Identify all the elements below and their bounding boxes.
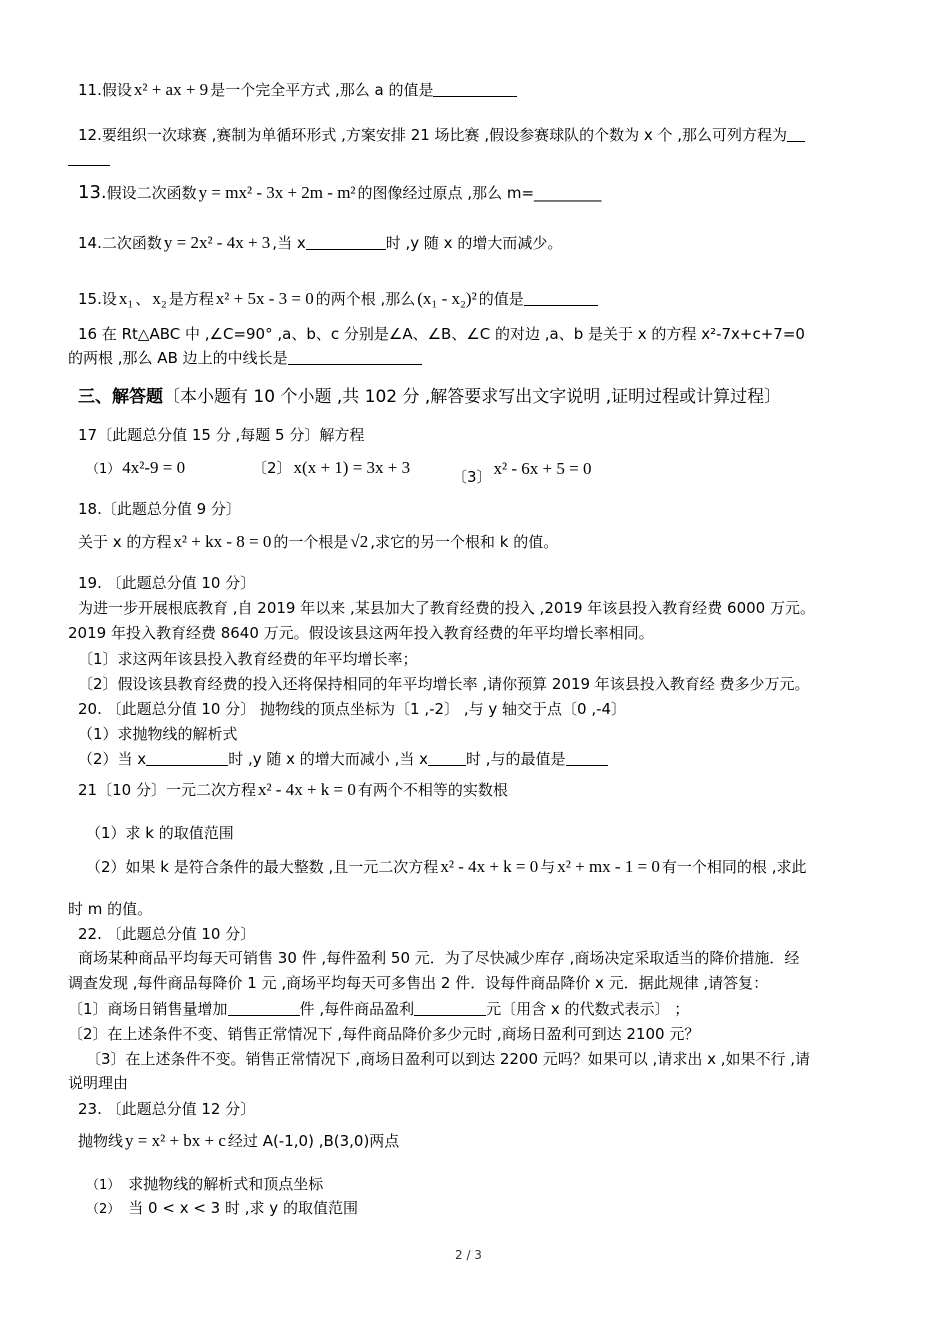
q17-part-1-label: （1） (86, 462, 121, 477)
q21-prefix: 21〔10 分〕一元二次方程 (78, 781, 256, 799)
q22-part-1-b: 件 ,每件商品盈利 (299, 1000, 415, 1018)
q23-text: 经过 A(-1,0) ,B(3,0)两点 (227, 1132, 400, 1150)
question-19-heading (78, 572, 255, 594)
q22-blank-2 (414, 1001, 486, 1016)
q22-heading-text: 22. 〔此题总分值 10 分〕 (78, 925, 256, 943)
q17-part-3-formula: x² - 6x + 5 = 0 (493, 459, 592, 478)
q15-prefix: 15.设 (78, 290, 117, 308)
q19-line-2 (68, 622, 654, 644)
q14-prefix: 14.二次函数 (78, 234, 162, 252)
question-22-heading (78, 923, 255, 945)
q18-root: √2 (350, 532, 369, 551)
q17-part-2-label: 〔2〕 (252, 459, 292, 477)
q20-heading-text: 20. 〔此题总分值 10 分〕 抛物线的顶点坐标为〔1 ,-2〕 ,与 y 轴交于点〔0 ,-4〕 (78, 700, 627, 718)
question-18 (78, 531, 558, 553)
q16-answer-blank (288, 350, 422, 365)
q14-text: 时 ,y 随 x 的增大而减少。 (385, 234, 563, 252)
question-11 (78, 79, 517, 101)
q21-part-2 (86, 856, 806, 878)
question-12 (78, 124, 805, 146)
q18-mid: 的一个根是 (273, 533, 349, 551)
question-23 (78, 1130, 399, 1152)
question-18-heading (78, 498, 241, 520)
q17-part-1 (86, 457, 187, 481)
page-number: 2 / 3 (455, 1248, 482, 1262)
section-3-heading (78, 386, 781, 408)
q15-mid2: 的两个根 ,那么 (315, 290, 416, 308)
section-3-title: 三、解答题 (78, 387, 163, 407)
q17-part-3 (452, 459, 593, 488)
q14-formula: y = 2x² - 4x + 3 (163, 233, 271, 252)
question-21 (78, 779, 508, 801)
q13-prefix: 假设二次函数 (106, 184, 197, 202)
q17-part-3-label: 〔3〕 (452, 468, 492, 486)
q19-line-2-text: 2019 年投入教育经费 8640 万元。假设该县这两年投入教育经费的年平均增长率相同。 (68, 624, 654, 642)
q23-part-1-label: （1） (86, 1178, 121, 1193)
q21-part-1-text: （1）求 k 的取值范围 (86, 824, 234, 842)
q20-blank-3 (566, 751, 608, 766)
q20-part-2 (78, 748, 608, 770)
q16-text-line2: 的两根 ,那么 AB 边上的中线长是 (68, 349, 288, 367)
q17-part-2 (252, 457, 412, 479)
question-15 (78, 288, 598, 310)
q22-part-1-a: 〔1〕商场日销售量增加 (68, 1000, 228, 1018)
q14-answer-blank (306, 235, 386, 250)
q20-blank-1 (146, 751, 228, 766)
q16-text-line1: 16 在 Rt△ABC 中 ,∠C=90° ,a、b、c 分别是∠A、∠B、∠C 的对边 ,a、b 是关于 x 的方程 x²-7x+c+7=0 (78, 325, 805, 343)
q22-blank-1 (228, 1001, 300, 1016)
q21-formula-b: x² + mx - 1 = 0 (557, 857, 660, 876)
q19-part-1 (78, 648, 418, 670)
q12-answer-blank-start (787, 127, 805, 142)
question-16-continued (68, 347, 422, 369)
section-3-description: 〔本小题有 10 个小题 ,共 102 分 ,解答要求写出文字说明 ,证明过程或计算过程〕 (163, 387, 782, 407)
q15-formula-2: (x₁ - x₂)² (417, 289, 477, 308)
q22-part-3-text: 〔3〕在上述条件不变。销售正常情况下 ,商场日盈利可以到达 2200 元吗？如果可以 ,请求出 x ,如果不行 ,请 (86, 1050, 811, 1068)
q22-part-1-c: 元〔用含 x 的代数式表示〕 ； (486, 1000, 690, 1018)
q22-part-3 (86, 1048, 810, 1070)
q17-part-1-formula: 4x²-9 = 0 (122, 458, 186, 477)
q14-mid: ,当 x (272, 234, 306, 252)
q11-formula: x² + ax + 9 (133, 80, 209, 99)
q15-x1: x₁ (118, 289, 134, 308)
q17-part-2-formula: x(x + 1) = 3x + 3 (293, 458, 411, 477)
q23-part-1-text: 求抛物线的解析式和顶点坐标 (128, 1175, 324, 1193)
q22-line-1-text: 商场某种商品平均每天可销售 30 件 ,每件盈利 50 元．为了尽快减少库存 ,商场决定采取适当的降价措施．经 (78, 949, 800, 967)
q22-part-2 (68, 1023, 699, 1045)
q20-part-2-a: （2）当 x (78, 750, 147, 768)
q22-part-2-text: 〔2〕在上述条件不变、销售正常情况下 ,每件商品降价多少元时 ,商场日盈利可到达 2100 元？ (68, 1025, 700, 1043)
q18-heading-text: 18.〔此题总分值 9 分〕 (78, 500, 241, 518)
q21-text: 有两个不相等的实数根 (357, 781, 508, 799)
question-14 (78, 232, 562, 254)
q18-prefix: 关于 x 的方程 (78, 533, 172, 551)
q19-line-1 (78, 597, 815, 619)
q13-number: 13. (78, 182, 107, 203)
q21-part-2-end: 时 m 的值。 (68, 900, 153, 918)
q11-prefix: 11.假设 (78, 81, 132, 99)
q15-sep: 、 (135, 290, 151, 308)
q21-part-2-b: 与 (540, 858, 556, 876)
q13-text: 的图像经过原点 ,那么 m=_________ (357, 184, 602, 202)
q20-part-1-text: （1）求抛物线的解析式 (78, 725, 238, 743)
q12-text: 12.要组织一次球赛 ,赛制为单循环形式 ,方案安排 21 场比赛 ,假设参赛球队的个数为 x 个 ,那么可列方程为 (78, 126, 788, 144)
q22-part-1 (68, 998, 689, 1020)
q22-part-3-continued (68, 1072, 128, 1094)
q12-answer-blank-end (68, 151, 110, 166)
q21-part-1 (86, 822, 234, 844)
q15-formula: x² + 5x - 3 = 0 (215, 289, 314, 308)
q23-prefix: 抛物线 (78, 1132, 124, 1150)
q20-part-2-b: 时 ,y 随 x 的增大而减小 ,当 x (228, 750, 428, 768)
q20-blank-2 (428, 751, 466, 766)
q15-text: 的值是 (478, 290, 524, 308)
q17-heading-text: 17〔此题总分值 15 分 ,每题 5 分〕解方程 (78, 426, 365, 444)
question-17-heading (78, 424, 364, 446)
q19-part-1-text: 〔1〕求这两年该县投入教育经费的年平均增长率； (78, 650, 418, 668)
q11-text: 是一个完全平方式 ,那么 a 的值是 (210, 81, 434, 99)
q21-part-2-c: 有一个相同的根 ,求此 (661, 858, 807, 876)
q20-part-1 (78, 723, 238, 745)
question-16 (78, 323, 805, 345)
question-12-continued (68, 148, 110, 170)
q19-line-1-text: 为进一步开展根底教育 ,自 2019 年以来 ,某县加大了教育经费的投入 ,2019 年该县投入教育经费 6000 万元。 (78, 599, 815, 617)
q21-formula: x² - 4x + k = 0 (257, 780, 356, 799)
q11-answer-blank (433, 82, 517, 97)
question-13 (78, 182, 602, 204)
q19-part-2 (78, 673, 810, 695)
q15-answer-blank (524, 291, 598, 306)
q19-part-2-text: 〔2〕假设该县教育经费的投入还将保持相同的年平均增长率 ,请你预算 2019 年该县投入教育经 费多少万元。 (78, 675, 810, 693)
q23-part-2-label: （2） (86, 1202, 121, 1217)
q23-heading-text: 23. 〔此题总分值 12 分〕 (78, 1100, 256, 1118)
q22-line-2-text: 调查发现 ,每件商品每降价 1 元 ,商场平均每天可多售出 2 件．设每件商品降价 x 元．据此规律 ,请答复： (68, 974, 769, 992)
q18-formula: x² + kx - 8 = 0 (173, 532, 272, 551)
q22-line-1 (78, 947, 799, 969)
q22-part-3-end: 说明理由 (68, 1074, 129, 1092)
q21-part-2-continued (68, 898, 152, 920)
q13-formula: y = mx² - 3x + 2m - m² (198, 183, 356, 202)
q19-heading-text: 19. 〔此题总分值 10 分〕 (78, 574, 256, 592)
q22-line-2 (68, 972, 768, 994)
q23-formula: y = x² + bx + c (125, 1131, 226, 1150)
q20-part-2-c: 时 ,与的最值是 (465, 750, 566, 768)
q21-formula-a: x² - 4x + k = 0 (440, 857, 539, 876)
q15-x2: x₂ (152, 289, 167, 308)
q18-text: ,求它的另一个根和 k 的值。 (370, 533, 559, 551)
q23-part-2 (86, 1197, 358, 1221)
question-23-heading (78, 1098, 255, 1120)
q23-part-1 (86, 1173, 323, 1197)
q15-mid: 是方程 (168, 290, 214, 308)
q23-part-2-text: 当 0 < x < 3 时 ,求 y 的取值范围 (128, 1199, 358, 1217)
question-20-heading (78, 698, 626, 720)
q21-part-2-a: （2）如果 k 是符合条件的最大整数 ,且一元二次方程 (86, 858, 439, 876)
